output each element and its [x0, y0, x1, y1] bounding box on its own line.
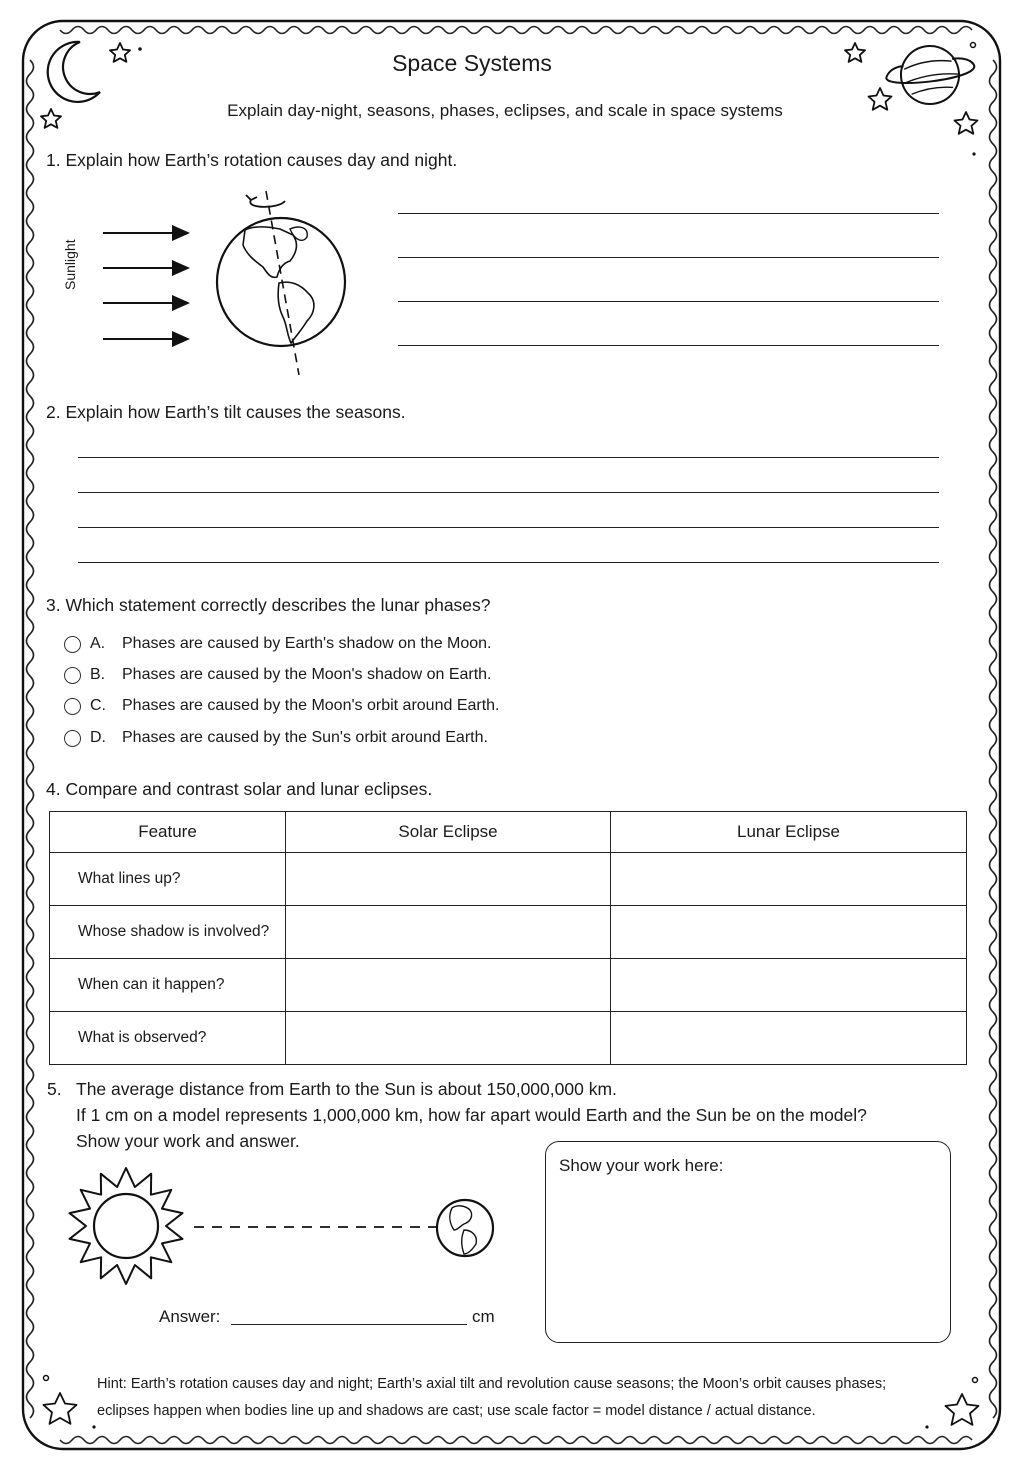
option-b[interactable]: [64, 666, 492, 684]
answer-line[interactable]: [78, 562, 939, 563]
page-subtitle: Explain day-night, seasons, phases, eclipses, and scale in space systems: [227, 101, 783, 120]
sun-icon: [70, 1168, 183, 1284]
table-row: [50, 906, 967, 959]
answer-line[interactable]: [78, 492, 939, 493]
radio-button[interactable]: [64, 667, 81, 684]
option-letter: D.: [90, 729, 106, 746]
column-header: Solar Eclipse: [286, 812, 611, 853]
eclipse-comparison-table: [49, 811, 967, 1065]
radio-button[interactable]: [64, 698, 81, 715]
option-letter: B.: [90, 666, 106, 683]
column-header: Lunar Eclipse: [611, 812, 967, 853]
table-header-row: [50, 812, 967, 853]
solar-eclipse-cell[interactable]: [286, 906, 611, 959]
answer-input-line[interactable]: [231, 1324, 467, 1325]
star-icon: [946, 1394, 979, 1425]
question-5-line-1: The average distance from Earth to the Sun is about 150,000,000 km.: [76, 1079, 617, 1099]
question-1-text: 1. Explain how Earth’s rotation causes day and night.: [46, 150, 458, 170]
sun-earth-scale-diagram: [60, 1160, 500, 1290]
answer-line[interactable]: [398, 345, 939, 346]
question-5-line-3: Show your work and answer.: [76, 1131, 300, 1151]
option-letter: C.: [90, 697, 106, 714]
option-c[interactable]: [64, 697, 500, 715]
wavy-border-left: [27, 60, 34, 1418]
option-d[interactable]: [64, 729, 488, 747]
option-a[interactable]: [64, 635, 492, 653]
sunlight-label: Sunlight: [62, 239, 78, 290]
table-row: [50, 1012, 967, 1065]
lunar-eclipse-cell[interactable]: [611, 1012, 967, 1065]
solar-eclipse-cell[interactable]: [286, 959, 611, 1012]
feature-cell: What is observed?: [50, 1012, 286, 1065]
radio-button[interactable]: [64, 730, 81, 747]
lunar-eclipse-cell[interactable]: [611, 906, 967, 959]
hint-line-1: Hint: Earth’s rotation causes day and night; Earth’s axial tilt and revolution cause seasons; the Moon’s orbit causes phases;: [97, 1376, 887, 1392]
wavy-border-top: [60, 27, 972, 34]
globe-icon: [437, 1200, 493, 1256]
page-title: Space Systems: [392, 50, 552, 76]
option-text: Phases are caused by the Moon's shadow on Earth.: [122, 666, 492, 683]
question-2-text: 2. Explain how Earth’s tilt causes the seasons.: [46, 402, 406, 422]
option-text: Phases are caused by the Moon's orbit around Earth.: [122, 697, 500, 714]
answer-label: Answer:: [159, 1307, 221, 1326]
radio-button[interactable]: [64, 636, 81, 653]
star-icon: [44, 1393, 77, 1424]
answer-unit: cm: [472, 1307, 495, 1326]
solar-eclipse-cell[interactable]: [286, 853, 611, 906]
option-letter: A.: [90, 635, 106, 652]
column-header: Feature: [50, 812, 286, 853]
answer-line[interactable]: [78, 457, 939, 458]
lunar-eclipse-cell[interactable]: [611, 853, 967, 906]
question-5-line-2: If 1 cm on a model represents 1,000,000 km, how far apart would Earth and the Sun be on the model?: [76, 1105, 867, 1125]
solar-eclipse-cell[interactable]: [286, 1012, 611, 1065]
work-box-label: Show your work here:: [559, 1156, 724, 1175]
table-row: [50, 959, 967, 1012]
hint-line-2: eclipses happen when bodies line up and shadows are cast; use scale factor = model distance / actual distance.: [97, 1403, 816, 1419]
question-4-text: 4. Compare and contrast solar and lunar eclipses.: [46, 779, 433, 799]
wavy-border-right: [990, 60, 997, 1418]
earth-rotation-diagram: [95, 185, 365, 380]
lunar-eclipse-cell[interactable]: [611, 959, 967, 1012]
answer-line[interactable]: [78, 527, 939, 528]
work-box[interactable]: [545, 1141, 951, 1343]
answer-line[interactable]: [398, 257, 939, 258]
answer-line[interactable]: [398, 213, 939, 214]
option-text: Phases are caused by Earth's shadow on the Moon.: [122, 635, 492, 652]
table-row: [50, 853, 967, 906]
globe-icon: [217, 191, 345, 375]
feature-cell: Whose shadow is involved?: [50, 906, 286, 959]
option-text: Phases are caused by the Sun's orbit around Earth.: [122, 729, 488, 746]
question-3-text: 3. Which statement correctly describes the lunar phases?: [46, 595, 491, 615]
answer-line[interactable]: [398, 301, 939, 302]
feature-cell: What lines up?: [50, 853, 286, 906]
wavy-border-bottom: [60, 1437, 972, 1444]
feature-cell: When can it happen?: [50, 959, 286, 1012]
question-5-number: 5.: [47, 1079, 62, 1099]
